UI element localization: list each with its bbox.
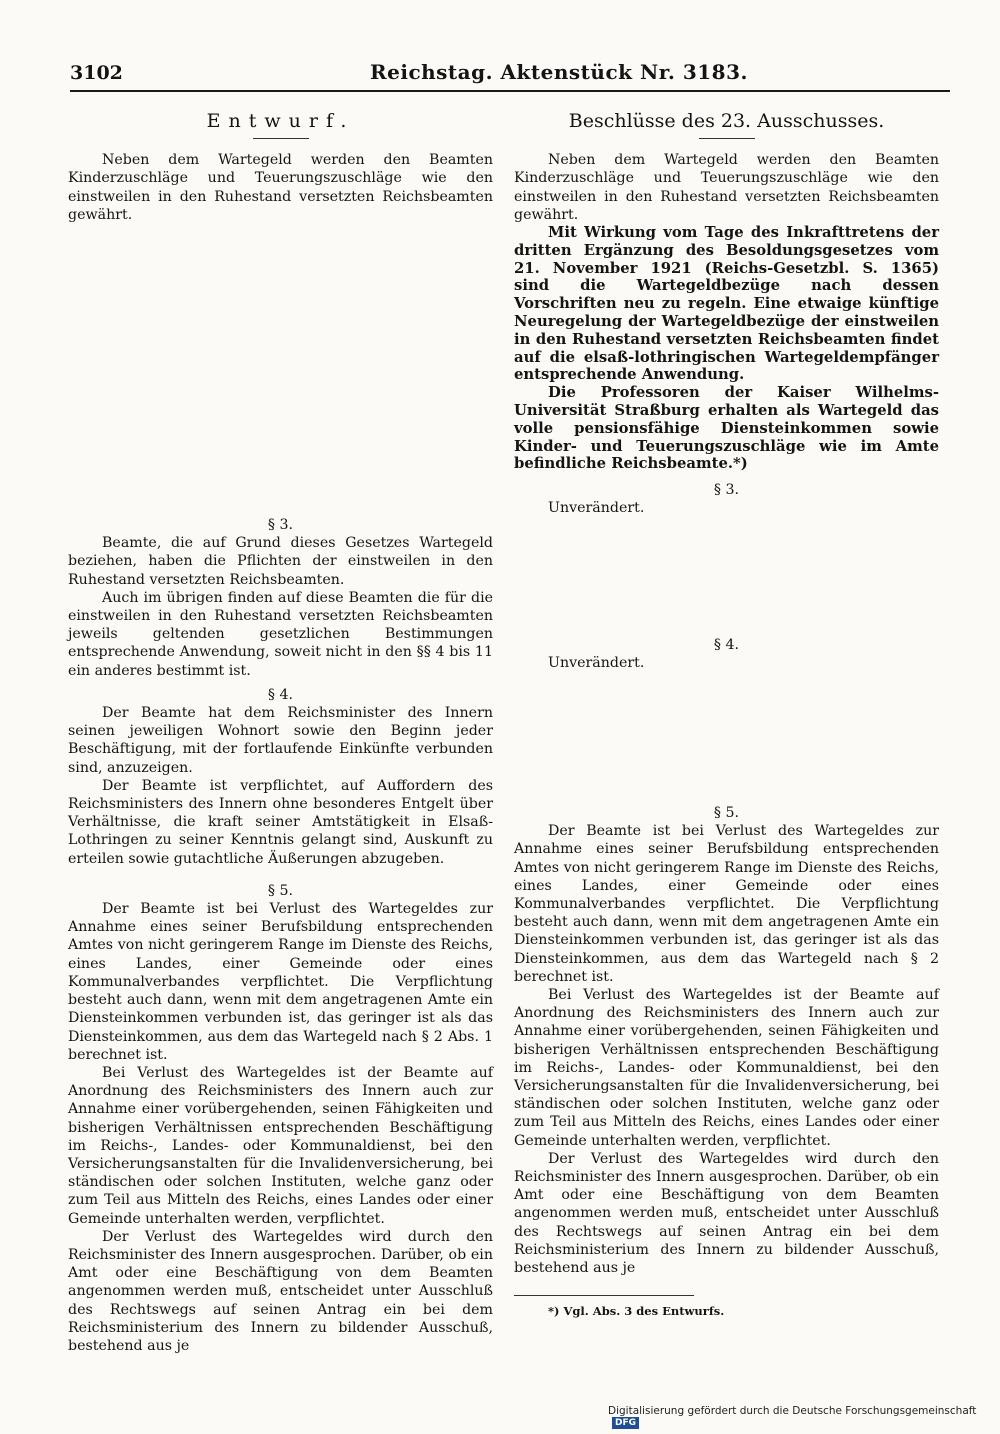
running-head: Reichstag. Aktenstück Nr. 3183. xyxy=(370,60,748,84)
left-s3-paragraph-2: Auch im übrigen finden auf diese Beamten die für die einstweilen in den Ruhestand versetzten Reichsbeamten jeweils geltenden gesetzlichen Bestimmungen entsprechende Anwendung, soweit nicht in den §§ 4 bis 11 ein anderes bestimmt ist. xyxy=(68,589,493,679)
footnote-separator xyxy=(514,1295,694,1296)
left-s5-paragraph-1: Der Beamte ist bei Verlust des Wartegeldes zur Annahme eines seiner Berufsbildung entsprechenden Amtes von nicht geringerem Range im Dienste des Reichs, eines Landes, einer Gemeinde oder eines Kommunalverbandes verpflichtet. Die Verpflichtung besteht auch dann, wenn mit dem angetragenen Amte ein Diensteinkommen verbunden ist, das geringer ist als das Diensteinkommen, aus dem das Wartegeld nach § 2 Abs. 1 berechnet ist. xyxy=(68,901,493,1063)
right-intro-paragraph: Neben dem Wartegeld werden den Beamten Kinderzuschläge und Teuerungszuschläge wie den einstweilen in den Ruhestand versetzten Reichsbeamten gewährt. xyxy=(514,152,939,223)
credit-text: Digitalisierung gefördert durch die Deutsche Forschungsgemeinschaft xyxy=(608,1405,977,1417)
page-number: 3102 xyxy=(70,62,123,84)
right-s5-paragraph-1: Der Beamte ist bei Verlust des Wartegeldes zur Annahme eines seiner Berufsbildung entsprechenden Amtes von nicht geringerem Range im Dienste des Reichs, eines Landes, einer Gemeinde oder eines Kommunalverbandes verpflichtet. Die Verpflichtung besteht auch dann, wenn mit dem angetragenen Amte ein Diensteinkommen verbunden ist, das geringer ist als das Diensteinkommen, aus dem das Wartegeld nach § 2 berechnet ist. xyxy=(514,823,939,985)
right-bold-paragraph-2: Die Professoren der Kaiser Wilhelms-Universität Straßburg erhalten als Wartegeld das volle pensionsfähige Diensteinkommen sowie Kinder- und Teuerungszuschläge wie im Amte befindliche Reichsbeamte.*) xyxy=(514,384,939,473)
left-s5-paragraph-3: Der Verlust des Wartegeldes wird durch den Reichsminister des Innern ausgesprochen. Darüber, ob ein Amt oder eine Beschäftigung von dem Beamten angenommen werden muß, entscheidet unter Ausschluß des Rechtswegs auf seinen Antrag ein bei dem Reichsministerium des Innern zu bildender Ausschuß, bestehend aus je xyxy=(68,1228,493,1354)
right-s5-paragraph-2: Bei Verlust des Wartegeldes ist der Beamte auf Anordnung des Reichsministers des Innern auch zur Annahme einer vorübergehenden, seinen Fähigkeiten und bisherigen Verhältnissen entsprechenden Beschäftigung im Reichs-, Landes- oder Kommunaldienst, bei den Versicherungsanstalten für die Invalidenversicherung, bei ständischen oder solchen Instituten, welche ganz oder zum Teil aus Mitteln des Reichs, eines Landes oder einer Gemeinde unterhalten werden, verpflichtet. xyxy=(514,987,939,1149)
header-rule xyxy=(70,90,950,92)
right-section-4-label: § 4. xyxy=(713,636,740,653)
dfg-logo-icon: DFG xyxy=(612,1417,639,1429)
right-bold-paragraph-1: Mit Wirkung vom Tage des Inkrafttretens der dritten Ergänzung des Besoldungsgesetzes vom 21. November 1921 (Reichs-Gesetzbl. S. 1365) sind die Wartegeldbezüge nach dessen Vorschriften neu zu regeln. Eine etwaige künftige Neuregelung der Wartegeldbezüge der einstweilen in den Ruhestand versetzten Reichsbeamten findet auf die elsaß-lothringischen Wartegeldempfänger entsprechende Anwendung. xyxy=(514,224,939,384)
left-section-3-label: § 3. xyxy=(267,517,294,534)
left-section-4-label: § 4. xyxy=(267,686,294,703)
right-s3-unchanged: Unverändert. xyxy=(548,500,645,517)
footnote: *) Vgl. Abs. 3 des Entwurfs. xyxy=(548,1304,725,1319)
left-column-draft xyxy=(68,112,493,1355)
right-section-5-label: § 5. xyxy=(713,804,740,821)
right-bold-amendment xyxy=(514,224,939,473)
right-s5-paragraph-3: Der Verlust des Wartegeldes wird durch den Reichsminister des Innern ausgesprochen. Darüber, ob ein Amt oder eine Beschäftigung von dem Beamten angenommen werden muß, entscheidet unter Ausschluß des Rechtswegs auf seinen Antrag ein bei dem Reichsministerium des Innern zu bildender Ausschuß, bestehend aus je xyxy=(514,1150,939,1277)
left-intro-paragraph: Neben dem Wartegeld werden den Beamten Kinderzuschläge und Teuerungszuschläge wie den einstweilen in den Ruhestand versetzten Reichsbeamten gewährt. xyxy=(68,152,493,223)
left-column-title: Entwurf. xyxy=(206,110,355,132)
blank-space xyxy=(68,224,493,516)
right-column-title: Beschlüsse des 23. Ausschusses. xyxy=(568,110,885,132)
right-s4-unchanged: Unverändert. xyxy=(548,654,645,671)
title-rule xyxy=(699,138,755,139)
right-column-committee xyxy=(514,112,939,1320)
left-s4-paragraph-1: Der Beamte hat dem Reichsminister des Innern seinen jeweiligen Wohnort sowie den Beginn jeder Beschäftigung, mit der fortlaufende Einkünfte verbunden sind, anzuzeigen. xyxy=(68,705,493,776)
title-rule xyxy=(253,138,309,139)
left-s3-paragraph-1: Beamte, die auf Grund dieses Gesetzes Wartegeld beziehen, haben die Pflichten der einstweilen in den Ruhestand versetzten Reichsbeamten. xyxy=(68,535,493,588)
left-s5-paragraph-2: Bei Verlust des Wartegeldes ist der Beamte auf Anordnung des Reichsministers des Innern auch zur Annahme einer vorübergehenden, seinen Fähigkeiten und bisherigen Verhältnissen entsprechenden Beschäftigung im Reichs-, Landes- oder Kommunaldienst, bei den Versicherungsanstalten für die Invalidenversicherung, bei ständischen oder solchen Instituten, welche ganz oder zum Teil aus Mitteln des Reichs, eines Landes oder einer Gemeinde unterhalten werden, verpflichtet. xyxy=(68,1064,493,1227)
right-section-3-label: § 3. xyxy=(713,482,740,499)
digitization-credit xyxy=(608,1405,1000,1429)
left-s4-paragraph-2: Der Beamte ist verpflichtet, auf Auffordern des Reichsministers des Innern ohne besonderes Entgelt über Verhältnisse, die kraft seiner Amtstätigkeit in Elsaß-Lothringen zu seiner Kenntnis gelangt sind, Auskunft zu erteilen sowie gutachtliche Äußerungen abzugeben. xyxy=(68,777,493,867)
left-section-5-label: § 5. xyxy=(267,882,294,899)
